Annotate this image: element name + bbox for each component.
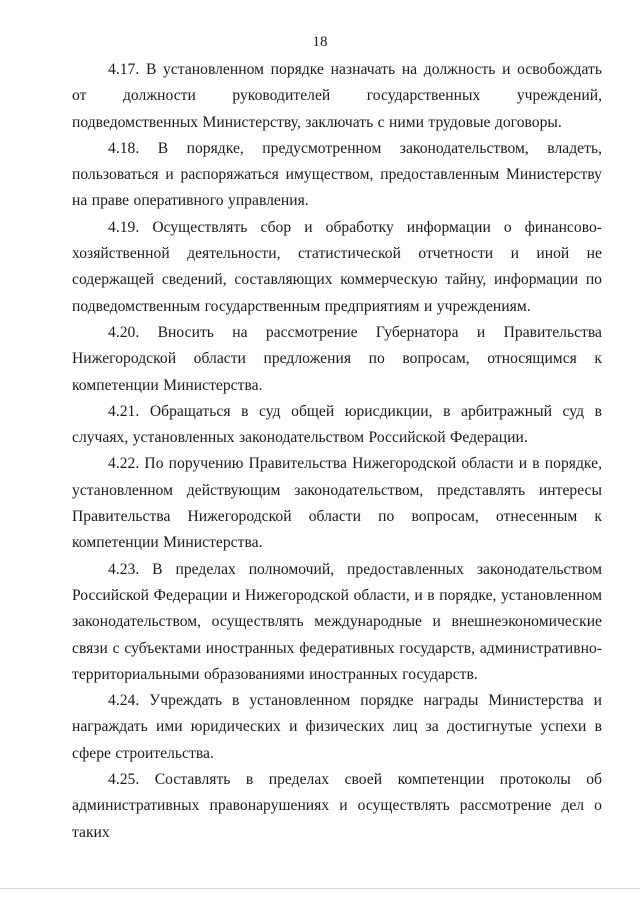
paragraph-4-21: 4.21. Обращаться в суд общей юрисдикции, в арбитражный суд в случаях, установленных законодательством Российской Федерации. [72,402,602,447]
paragraph-4-20: 4.20. Вносить на рассмотрение Губернатора и Правительства Нижегородской области предложения по вопросам, относящимся к компетенции Министерства. [72,323,602,394]
paragraph-4-23: 4.23. В пределах полномочий, предоставленных законодательством Российской Федерации и Нижегородской области, и в порядке, установленном законодательством, осуществлять международные и внешнеэкономические связи с субъектами иностранных федеративных государств, административно-территориальными образованиями иностранных государств. [72,560,602,683]
paragraph-4-24: 4.24. Учреждать в установленном порядке награды Министерства и награждать ими юридических и физических лиц за достигнутые успехи в сфере строительства. [72,692,602,762]
paragraph-4-22: 4.22. По поручению Правительства Нижегородской области и в порядке, установленном действующим законодательством, представлять интересы Правительства Нижегородской области по вопросам, отнесенным к компетенции Министерства. [72,455,602,552]
paragraph-4-19: 4.19. Осуществлять сбор и обработку информации о финансово-хозяйственной деятельности, статистической отчетности и иной не содержащей сведений, составляющих коммерческую тайну, информации по подведомственным государственным предприятиям и учреждениям. [72,218,602,315]
page-number: 18 [312,34,328,50]
paragraph-4-18: 4.18. В порядке, предусмотренном законодательством, владеть, пользоваться и распоряжаться имуществом, предоставленным Министерству на праве оперативного управления. [72,139,602,210]
paragraph-4-25: 4.25. Составлять в пределах своей компетенции протоколы об административных правонарушениях и осуществлять рассмотрение дел о таких [72,771,602,841]
scan-edge-line [0,888,640,889]
paragraph-4-17: 4.17. В установленном порядке назначать на должность и освобождать от должности руководителей государственных учреждений, подведомственных Министерству, заключать с ними трудовые договоры. [72,61,602,131]
document-body [72,57,602,846]
